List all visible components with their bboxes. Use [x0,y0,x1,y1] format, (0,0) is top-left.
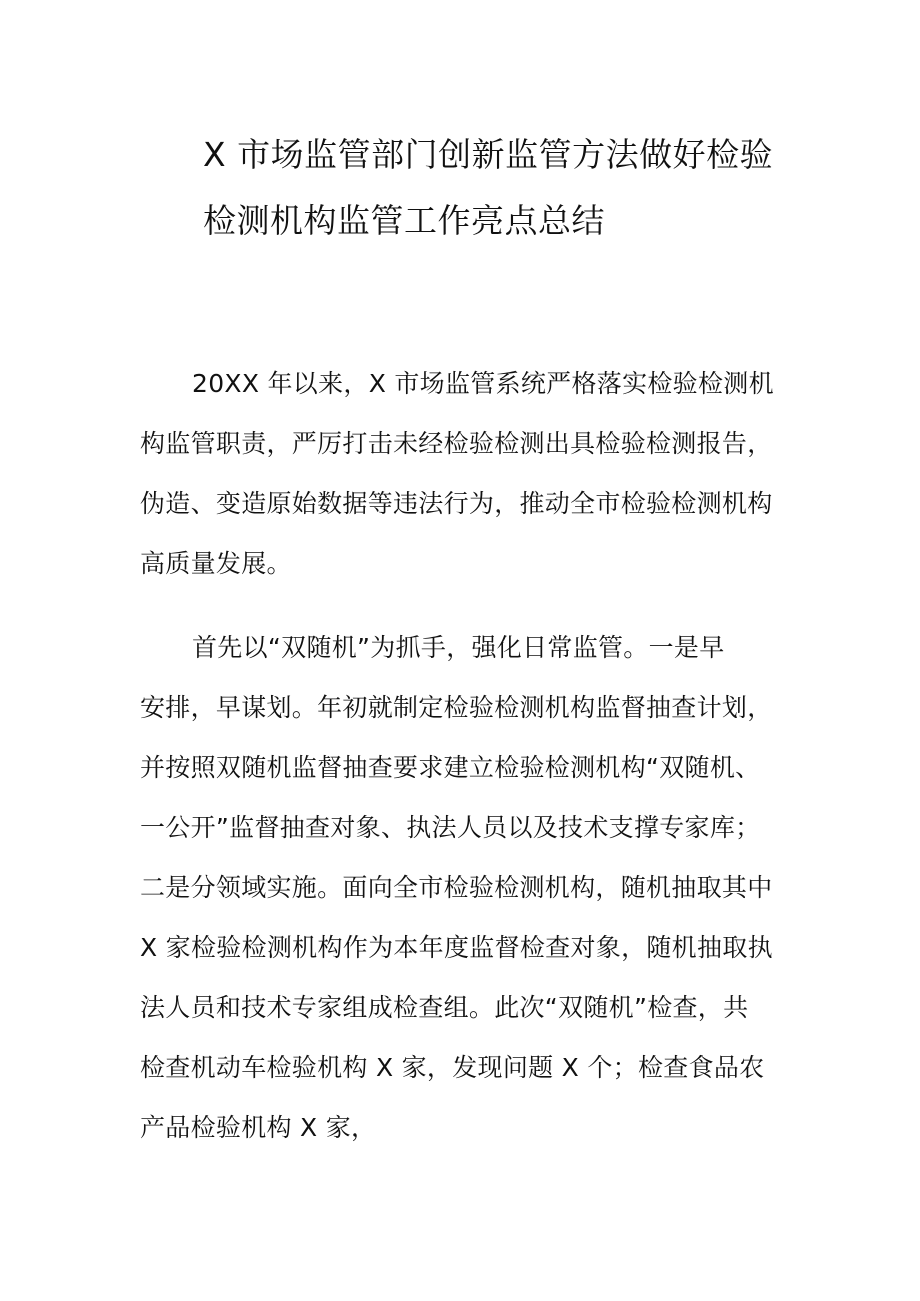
title-line-2: 检测机构监管工作亮点总结 [203,201,605,240]
paragraph-1-line-2: 构监管职责，严厉打击未经检验检测出具检验检测报告， [140,429,773,458]
paragraph-2-line-2: 安排，早谋划。年初就制定检验检测机构监督抽查计划， [140,693,773,722]
paragraph-2-line-5: 二是分领域实施。面向全市检验检测机构，随机抽取其中 [140,873,773,902]
paragraph-2-line-9: 产品检验机构 X 家， [140,1113,377,1142]
paragraph-2-line-7: 法人员和技术专家组成检查组。此次“双随机”检查，共 [140,993,749,1022]
paragraph-1-line-3: 伪造、变造原始数据等违法行为，推动全市检验检测机构 [140,489,773,518]
paragraph-1-line-4: 高质量发展。 [140,549,292,578]
paragraph-2-line-6: X 家检验检测机构作为本年度监督检查对象，随机抽取执 [140,933,773,962]
title-line-1: X 市场监管部门创新监管方法做好检验 [203,135,774,174]
paragraph-1-line-1: 20XX 年以来，X 市场监管系统严格落实检验检测机 [192,369,774,398]
paragraph-2-line-1: 首先以“双随机”为抓手，强化日常监管。一是早 [192,633,725,662]
paragraph-2-line-8: 检查机动车检验机构 X 家，发现问题 X 个；检查食品农 [140,1053,765,1082]
paragraph-2-line-3: 并按照双随机监督抽查要求建立检验检测机构“双随机、 [140,753,761,782]
paragraph-2-line-4: 一公开”监督抽查对象、执法人员以及技术支撑专家库； [140,813,761,842]
